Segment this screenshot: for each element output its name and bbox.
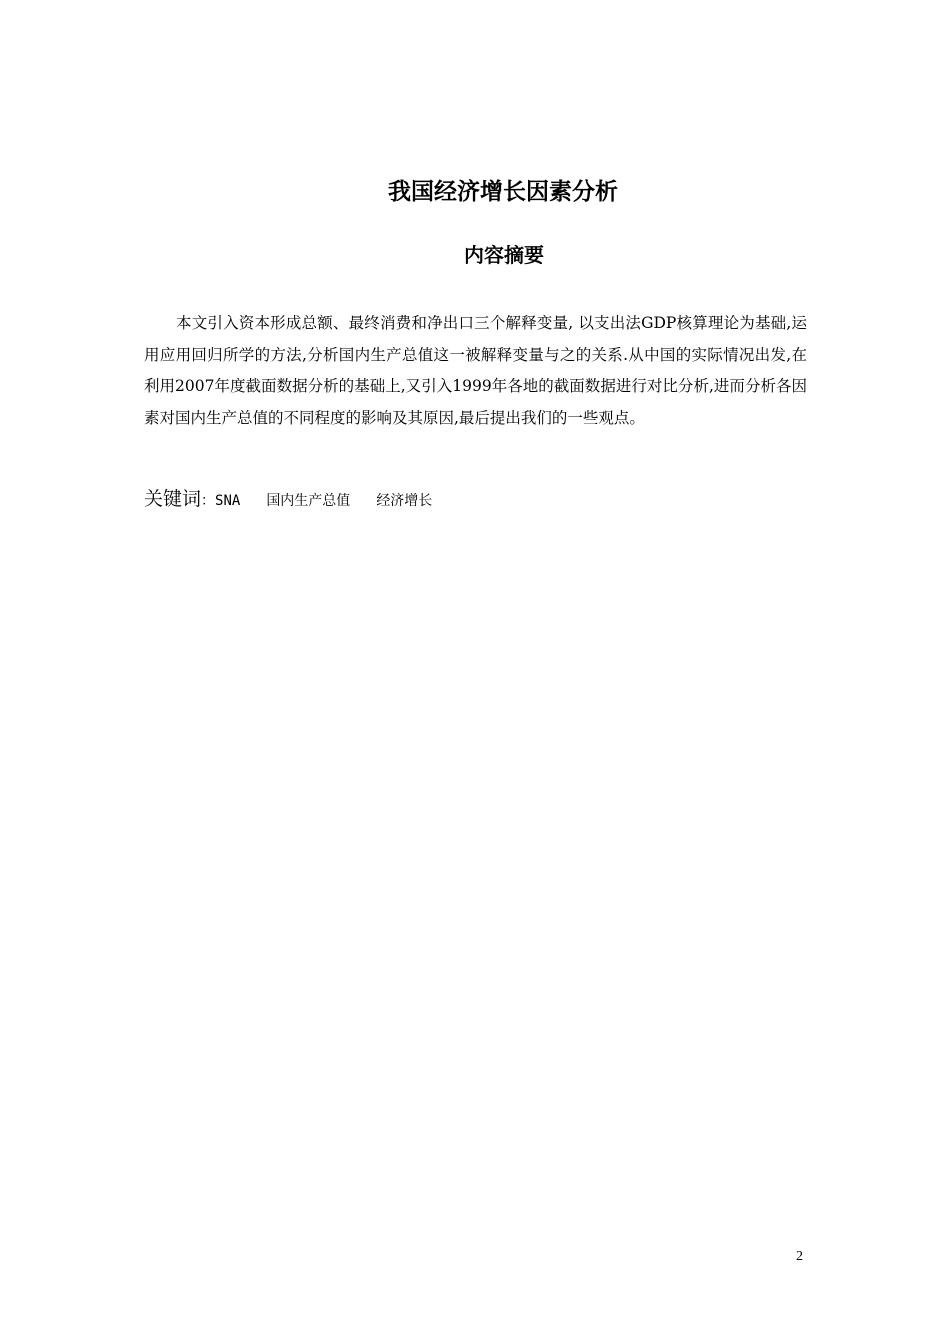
page-number: 2 (796, 1249, 803, 1264)
keyword-item: 国内生产总值 (266, 493, 351, 509)
abstract-paragraph: 本文引入资本形成总额、最终消费和净出口三个解释变量, 以支出法GDP核算理论为基础,运用应用回归所学的方法,分析国内生产总值这一被解释变量与之的关系.从中国的实际情况出发,在利用2007年度截面数据分析的基础上,又引入1999年各地的截面数据进行对比分析,进而分析各因素对国内生产总值的不同程度的影响及其原因,最后提出我们的一些观点。 (144, 314, 807, 427)
keyword-item: 经济增长 (376, 493, 433, 509)
keywords-separator: ： (201, 493, 216, 509)
keywords-line (144, 484, 804, 516)
section-heading: 内容摘要 (464, 243, 544, 267)
keywords-label: 关键词 (144, 488, 202, 510)
document-title: 我国经济增长因素分析 (388, 179, 618, 205)
keyword-item: SNA (215, 493, 241, 509)
